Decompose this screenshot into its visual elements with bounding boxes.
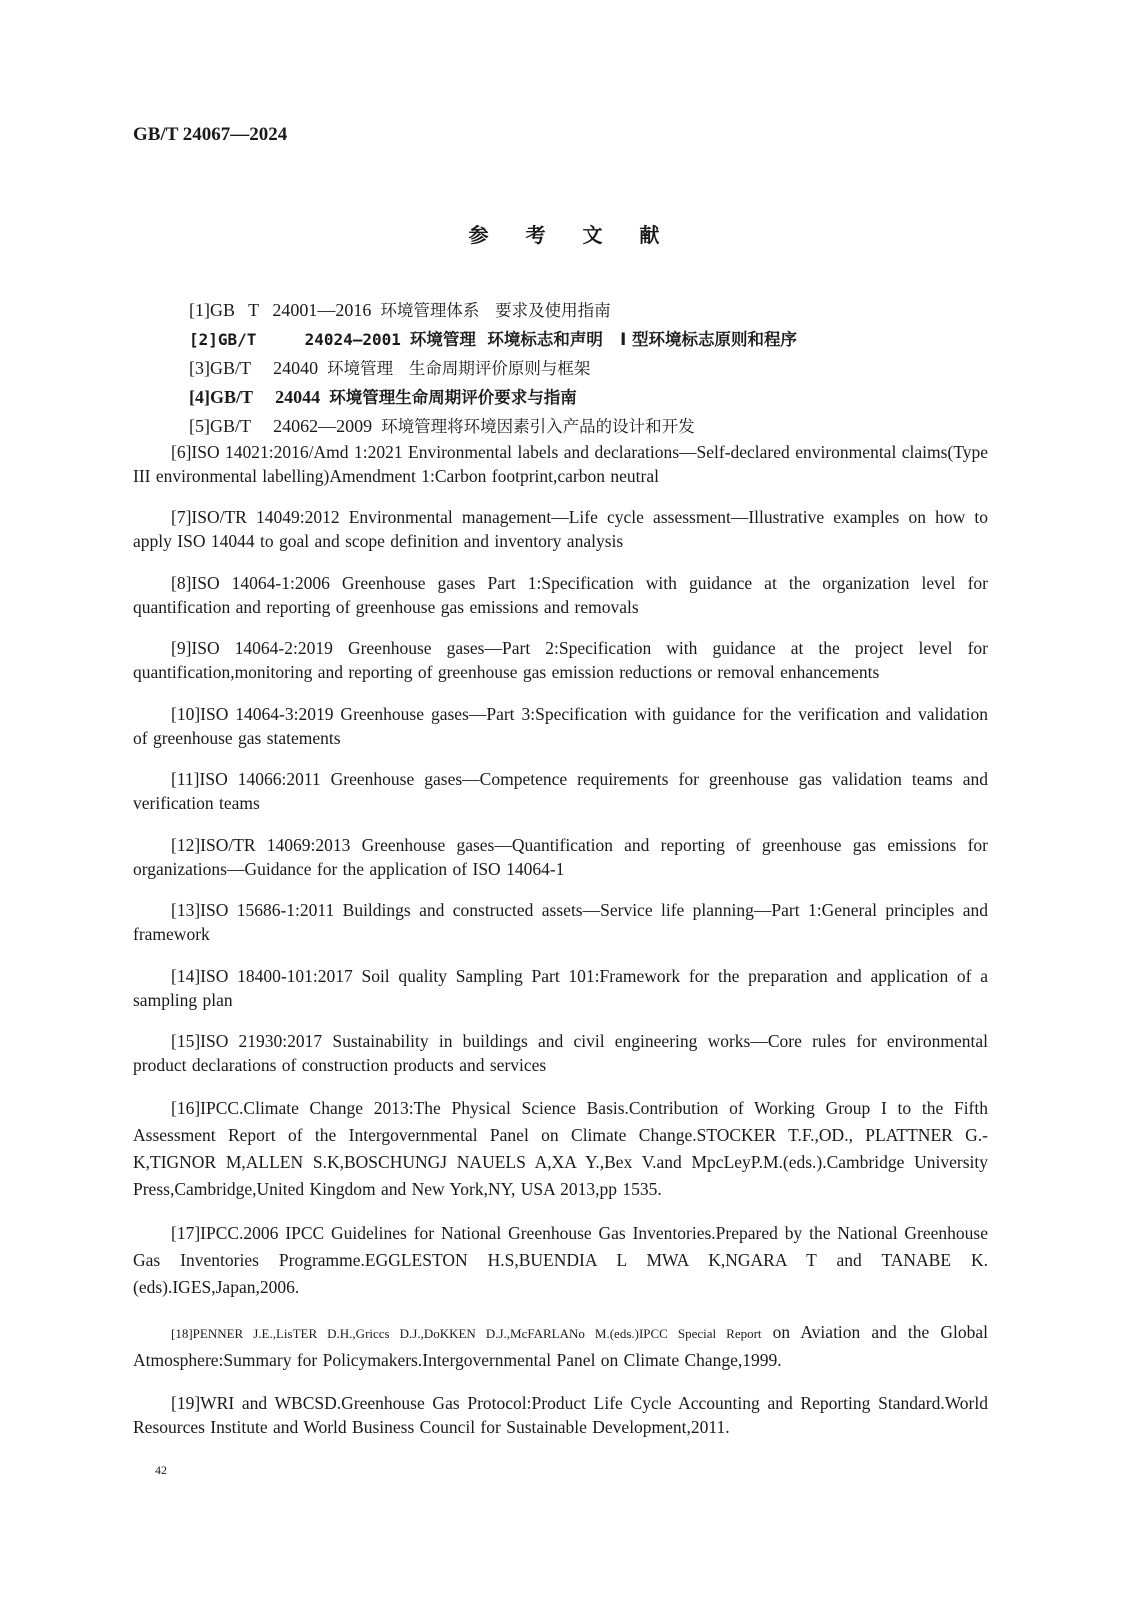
reference-authors: [18]PENNER J.E.,LisTER D.H.,Griccs D.J.,DoKKEN D.J.,McFARLANo M.(eds.)IPCC Special Report: [171, 1325, 762, 1341]
reference-item-10: [10]ISO 14064-3:2019 Greenhouse gases—Part 3:Specification with guidance for the verification and validation of greenhouse gas statements: [133, 703, 988, 748]
reference-item-16: [16]IPCC.Climate Change 2013:The Physical Science Basis.Contribution of Working Group I to the Fifth Assessment Report of the Intergovernmental Panel on Climate Change.STOCKER T.F.,OD., PLATTNER G.-K,TIGNOR M,ALLEN S.K,BOSCHUNGJ NAUELS A,XA Y.,Bex V.and MpcLeyP.M.(eds.).Cambridge University Press,Cambridge,United Kingdom and New York,NY, USA 2013,pp 1535.: [133, 1097, 988, 1199]
reference-title: 环境管理体系 要求及使用指南: [380, 301, 611, 320]
page-number: 42: [155, 1463, 167, 1477]
reference-item-17: [17]IPCC.2006 IPCC Guidelines for National Greenhouse Gas Inventories.Prepared by the National Greenhouse Gas Inventories Programme.EGGLESTON H.S,BUENDIA L MWA K,NGARA T and TANABE K.(eds).IGES,Japan,2006.: [133, 1223, 988, 1297]
reference-item-12: [12]ISO/TR 14069:2013 Greenhouse gases—Quantification and reporting of greenhouse gas emissions for organizations—Guidance for the application of ISO 14064-1: [133, 834, 988, 879]
reference-item-19: [19]WRI and WBCSD.Greenhouse Gas Protocol:Product Life Cycle Accounting and Reporting Standard.World Resources Institute and World Business Council for Sustainable Development,2011.: [133, 1393, 988, 1437]
reference-code: [2]GB/T 24024—2001: [189, 330, 401, 349]
reference-item-7: [7]ISO/TR 14049:2012 Environmental management—Life cycle assessment—Illustrative examples on how to apply ISO 14044 to goal and scope definition and inventory analysis: [133, 507, 988, 551]
reference-title: 环境管理将环境因素引入产品的设计和开发: [381, 417, 695, 436]
reference-item-11: [11]ISO 14066:2011 Greenhouse gases—Competence requirements for greenhouse gas validation teams and verification teams: [133, 769, 988, 813]
reference-item-9: [9]ISO 14064-2:2019 Greenhouse gases—Part 2:Specification with guidance at the project level for quantification,monitoring and reporting of greenhouse gas emission reductions or removal enhancements: [133, 638, 988, 682]
reference-item-1: [171, 267, 1001, 320]
reference-code: [3]GB/T 24040: [189, 358, 319, 378]
reference-item-18: [133, 1319, 988, 1374]
reference-title: on Aviation and the Global Atmosphere:Summary for Policymakers.Intergovernmental Panel on Climate Change,1999.: [133, 1321, 988, 1370]
chinese-reference-list: [171, 267, 1001, 436]
reference-code: [4]GB/T 24044: [189, 387, 321, 407]
standard-code: GB/T 24067—2024: [133, 124, 288, 145]
reference-item-8: [8]ISO 14064-1:2006 Greenhouse gases Part 1:Specification with guidance at the organization level for quantification and reporting of greenhouse gas emissions and removals: [133, 572, 988, 617]
reference-item-13: [13]ISO 15686-1:2011 Buildings and constructed assets—Service life planning—Part 1:General principles and framework: [133, 900, 988, 944]
reference-item-14: [14]ISO 18400-101:2017 Soil quality Sampling Part 101:Framework for the preparation and application of a sampling plan: [133, 965, 988, 1010]
reference-item-6: [6]ISO 14021:2016/Amd 1:2021 Environmental labels and declarations—Self-declared environmental claims(Type III environmental labelling)Amendment 1:Carbon footprint,carbon neutral: [133, 441, 988, 486]
reference-title: 环境管理 生命周期评价原则与框架: [327, 359, 591, 378]
reference-title: 环境管理 环境标志和声明 I 型环境标志原则和程序: [409, 330, 798, 349]
reference-code: [1]GB T 24001—2016: [189, 300, 372, 320]
reference-title: 环境管理生命周期评价要求与指南: [329, 388, 577, 407]
section-title-references: 参 考 文 献: [468, 223, 675, 247]
reference-code: [5]GB/T 24062—2009: [189, 416, 373, 436]
english-reference-list: [133, 422, 988, 1449]
reference-item-15: [15]ISO 21930:2017 Sustainability in buildings and civil engineering works—Core rules for environmental product declarations of construction products and services: [133, 1031, 988, 1075]
